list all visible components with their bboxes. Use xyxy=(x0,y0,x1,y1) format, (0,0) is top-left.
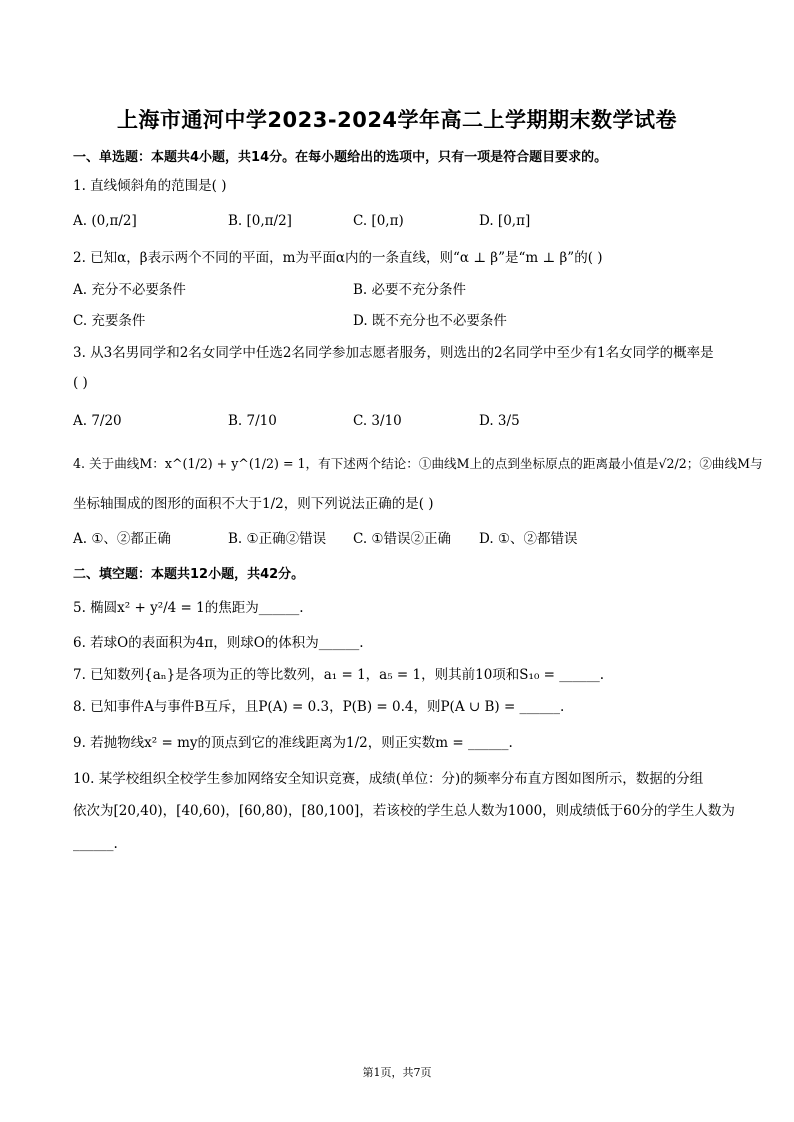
question-4-option-c: C. ①错误②正确 xyxy=(353,531,452,547)
question-1-stem: 1. 直线倾斜角的范围是( ) xyxy=(73,178,227,194)
question-2-option-c: C. 充要条件 xyxy=(73,313,146,329)
question-3-option-a: A. 7/20 xyxy=(73,413,122,429)
question-2-stem: 2. 已知α，β表示两个不同的平面，m为平面α内的一条直线，则“α ⊥ β”是“m ⊥ β”的( ) xyxy=(73,250,603,266)
question-10-line-2: 依次为[20,40)，[40,60)，[60,80)，[80,100]，若该校的学生总人数为1000，则成绩低于60分的学生人数为 xyxy=(73,803,735,819)
question-10-line-3: ______. xyxy=(73,836,118,852)
question-4-option-b: B. ①正确②错误 xyxy=(228,531,327,547)
question-6: 6. 若球O的表面积为4π，则球O的体积为______. xyxy=(73,635,364,651)
question-1-option-b: B. [0,π/2] xyxy=(228,213,292,229)
question-1-option-d: D. [0,π] xyxy=(479,213,531,229)
exam-title: 上海市通河中学2023-2024学年高二上学期期末数学试卷 xyxy=(116,108,678,132)
page-footer: 第1页，共7页 xyxy=(362,1066,432,1079)
question-4-option-d: D. ①、②都错误 xyxy=(479,531,578,547)
question-2-option-d: D. 既不充分也不必要条件 xyxy=(353,313,507,329)
question-1-option-a: A. (0,π/2] xyxy=(73,213,137,229)
question-8: 8. 已知事件A与事件B互斥，且P(A) = 0.3，P(B) = 0.4，则P(A ∪ B) = ______. xyxy=(73,699,565,715)
question-7: 7. 已知数列{aₙ}是各项为正的等比数列，a₁ = 1，a₅ = 1，则其前10项和S₁₀ = ______. xyxy=(73,667,605,683)
question-4-stem-line-1: 4. 关于曲线M：x^(1/2) + y^(1/2) = 1，有下述两个结论：①曲线M上的点到坐标原点的距离最小值是√2/2；②曲线M与 xyxy=(73,456,763,471)
question-3-option-c: C. 3/10 xyxy=(353,413,402,429)
question-3-stem-line-1: 3. 从3名男同学和2名女同学中任选2名同学参加志愿者服务，则选出的2名同学中至少有1名女同学的概率是 xyxy=(73,345,714,361)
question-3-option-d: D. 3/5 xyxy=(479,413,520,429)
question-3-stem-line-2: ( ) xyxy=(73,375,88,391)
question-5: 5. 椭圆x² + y²/4 = 1的焦距为______. xyxy=(73,600,304,616)
question-3-option-b: B. 7/10 xyxy=(228,413,277,429)
question-2-option-b: B. 必要不充分条件 xyxy=(353,282,467,298)
question-9: 9. 若抛物线x² = my的顶点到它的准线距离为1/2，则正实数m = ______. xyxy=(73,735,513,751)
question-2-option-a: A. 充分不必要条件 xyxy=(73,282,186,298)
question-10-line-1: 10. 某学校组织全校学生参加网络安全知识竞赛，成绩(单位：分)的频率分布直方图如图所示，数据的分组 xyxy=(73,771,704,787)
question-1-option-c: C. [0,π) xyxy=(353,213,404,229)
section-2-header: 二、填空题：本题共12小题，共42分。 xyxy=(73,567,305,582)
question-4-option-a: A. ①、②都正确 xyxy=(73,531,171,547)
question-4-stem-line-2: 坐标轴围成的图形的面积不大于1/2，则下列说法正确的是( ) xyxy=(73,496,434,512)
section-1-header: 一、单选题：本题共4小题，共14分。在每小题给出的选项中，只有一项是符合题目要求的。 xyxy=(73,150,608,165)
